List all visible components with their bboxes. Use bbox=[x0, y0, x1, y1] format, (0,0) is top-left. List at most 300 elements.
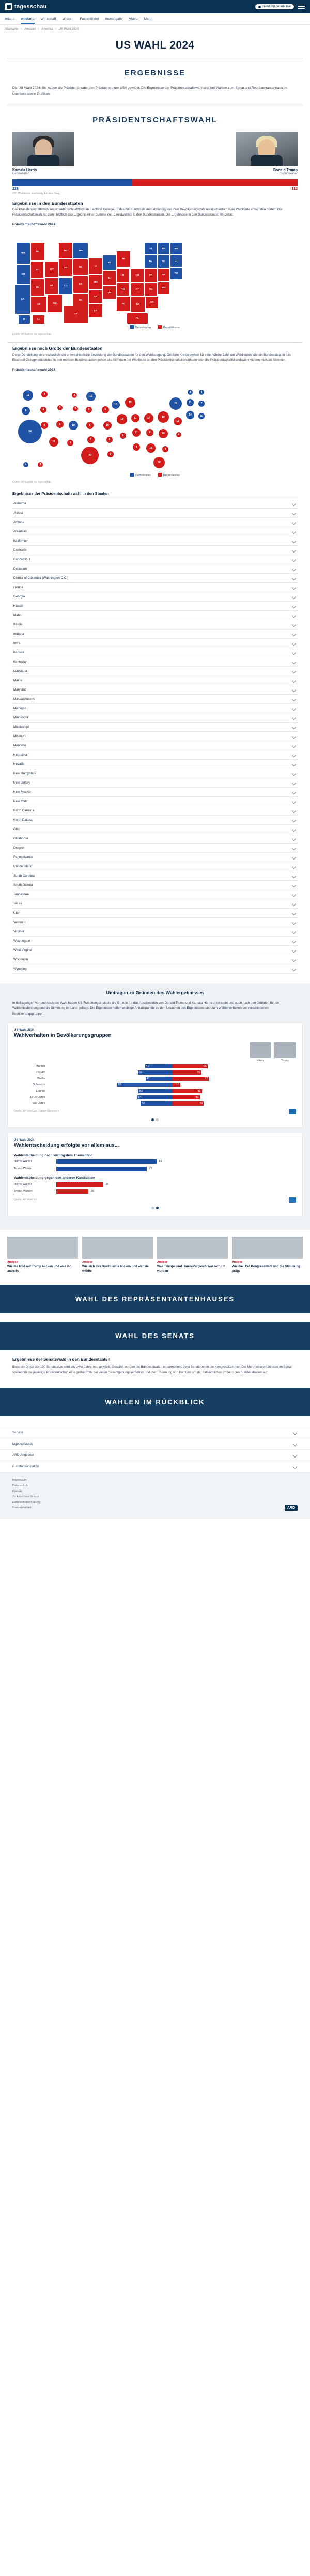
nav-item-investigativ[interactable]: Investigativ bbox=[105, 17, 123, 21]
footer-bottom bbox=[0, 1473, 310, 1519]
bubble-ca[interactable]: 54 bbox=[18, 420, 42, 443]
top-bar bbox=[0, 0, 310, 13]
trump-photo bbox=[236, 132, 298, 166]
state-accordion-row[interactable] bbox=[12, 648, 298, 657]
bubble-wy[interactable]: 3 bbox=[57, 405, 63, 410]
map-state-wa[interactable]: WA bbox=[17, 243, 30, 264]
electoral-rep-count: 312 bbox=[291, 187, 298, 191]
nav-item-mehr[interactable]: Mehr bbox=[144, 17, 152, 21]
card1-source: Quelle: AP VoteCast / Edison Research bbox=[14, 1110, 59, 1113]
bubble-mi[interactable]: 15 bbox=[125, 397, 135, 408]
bubble-al[interactable]: 9 bbox=[133, 443, 140, 451]
map-state-nd[interactable]: ND bbox=[59, 243, 72, 258]
bubble-map-desc: Diese Darstellung veranschaulicht die unterschiedliche Bedeutung der Bundesstaaten für den Wahlausgang. Größere Kreise stehen für eine höhere Zahl von Wahlleuten, die ein Bundesstaat in das Electoral College entsendet. In den meisten Bundesstaaten gehen alle Stimmen der Wahlleute an den Präsidentschaftskandidaten oder die Präsidentschaftskandidatin mit den meisten Stimmen. bbox=[12, 353, 291, 362]
map-state-wi[interactable]: WI bbox=[103, 255, 116, 270]
state-accordion-row[interactable] bbox=[12, 536, 298, 546]
map-state-me[interactable]: ME bbox=[171, 243, 182, 254]
chevron-down-icon bbox=[292, 660, 296, 664]
demographic-rep-side bbox=[172, 1089, 296, 1093]
bubble-nc[interactable]: 16 bbox=[159, 429, 168, 438]
chevron-down-icon bbox=[292, 873, 296, 878]
state-accordion-label: New Hampshire bbox=[13, 772, 37, 776]
map-state-ok[interactable]: OK bbox=[73, 294, 88, 307]
harris-body-shape bbox=[27, 155, 59, 166]
state-accordion-row[interactable] bbox=[12, 527, 298, 536]
state-accordion-row[interactable] bbox=[12, 741, 298, 750]
card2-group1-bars bbox=[14, 1159, 296, 1171]
footer-links bbox=[12, 1478, 40, 1511]
hamburger-menu-icon[interactable] bbox=[298, 5, 305, 9]
map-state-fl[interactable]: FL bbox=[127, 313, 148, 324]
map-state-ky[interactable]: KY bbox=[131, 283, 144, 296]
footer-row-service[interactable] bbox=[0, 1427, 310, 1438]
demographic-dem-bar: 54 bbox=[137, 1095, 173, 1099]
card1-harris-name: Harris bbox=[256, 1059, 265, 1062]
bubble-ak[interactable]: 3 bbox=[38, 462, 43, 467]
ard-logo[interactable] bbox=[285, 1505, 298, 1511]
state-accordion-label: Hawaii bbox=[13, 604, 23, 608]
nav-item-inland[interactable]: Inland bbox=[5, 17, 15, 21]
state-accordion-label: Arizona bbox=[13, 520, 24, 525]
chevron-down-icon bbox=[292, 548, 296, 552]
state-accordion-row[interactable] bbox=[12, 955, 298, 964]
demographic-rep-side bbox=[172, 1101, 296, 1106]
bubble-il[interactable]: 19 bbox=[117, 414, 127, 424]
chevron-down-icon bbox=[292, 520, 296, 524]
map-state-ia[interactable]: IA bbox=[89, 258, 102, 274]
state-accordion-row[interactable] bbox=[12, 946, 298, 955]
demographic-rep-bar: 57 bbox=[172, 1077, 209, 1081]
chevron-down-icon bbox=[293, 1453, 297, 1458]
bubble-wa[interactable]: 12 bbox=[23, 390, 33, 401]
map-state-ne[interactable]: NE bbox=[73, 259, 88, 275]
breadcrumb-item-ausland[interactable]: Ausland bbox=[24, 28, 36, 31]
state-map-title: Ergebnisse in den Bundesstaaten bbox=[12, 201, 83, 206]
map-state-ca[interactable]: CA bbox=[16, 285, 30, 314]
state-accordion-row[interactable] bbox=[12, 937, 298, 946]
bubble-ut[interactable]: 6 bbox=[56, 421, 64, 428]
state-accordion-row[interactable] bbox=[12, 909, 298, 918]
nav-item-faktenfinder[interactable]: Faktenfinder bbox=[80, 17, 99, 21]
state-accordion-label: Iowa bbox=[13, 641, 21, 646]
bubble-me[interactable]: 4 bbox=[199, 390, 204, 395]
bubble-ct[interactable]: 7 bbox=[198, 401, 205, 407]
state-accordion-label: Connecticut bbox=[13, 558, 30, 562]
bubble-mt[interactable]: 4 bbox=[41, 391, 48, 397]
demographic-bar-row bbox=[14, 1064, 296, 1068]
state-accordion-label: Maine bbox=[13, 679, 22, 683]
state-accordion-label: Maryland bbox=[13, 688, 27, 692]
bubble-nm[interactable]: 5 bbox=[67, 440, 73, 446]
state-accordion-row[interactable] bbox=[12, 704, 298, 713]
chevron-down-icon bbox=[292, 734, 296, 738]
footer-link[interactable]: Kontakt bbox=[12, 1490, 22, 1493]
state-accordion-label: Georgia bbox=[13, 595, 25, 599]
senate-election-band: WAHL DES SENATS bbox=[0, 1322, 310, 1350]
bubble-ms[interactable]: 6 bbox=[120, 433, 126, 439]
state-accordion-row[interactable] bbox=[12, 611, 298, 620]
state-accordion-row[interactable] bbox=[12, 918, 298, 927]
teaser-row bbox=[0, 1230, 310, 1277]
map-state-mi[interactable]: MI bbox=[117, 251, 130, 267]
bubble-co[interactable]: 10 bbox=[69, 421, 78, 430]
electoral-vote-bar-wrap bbox=[0, 175, 310, 197]
state-accordion-row[interactable] bbox=[12, 583, 298, 592]
map-state-ny[interactable]: NY bbox=[145, 255, 157, 268]
state-accordion-row[interactable] bbox=[12, 639, 298, 648]
bubble-wi[interactable]: 10 bbox=[112, 401, 120, 409]
state-accordion-label: Washington bbox=[13, 939, 30, 943]
state-accordion-label: Ohio bbox=[13, 827, 21, 832]
live-label: Sendung gerade live bbox=[262, 5, 291, 8]
map-state-mo[interactable]: MO bbox=[89, 275, 102, 289]
card1-carousel-dots[interactable] bbox=[14, 1118, 296, 1121]
teaser-card[interactable] bbox=[7, 1237, 78, 1274]
motivation-bar-row bbox=[14, 1182, 296, 1187]
bubble-oh[interactable]: 17 bbox=[144, 413, 153, 423]
senate-title: Ergebnisse der Senatswahl in den Bundesstaaten bbox=[12, 1357, 111, 1362]
map-state-vt[interactable]: VT bbox=[145, 243, 157, 254]
state-accordion-label: New York bbox=[13, 800, 27, 804]
map-state-ks[interactable]: KS bbox=[73, 276, 88, 293]
demographic-dem-side bbox=[48, 1095, 172, 1099]
state-accordion-label: South Carolina bbox=[13, 874, 35, 878]
bubble-mn[interactable]: 10 bbox=[86, 392, 96, 401]
footer-label-service: Service bbox=[12, 1431, 23, 1435]
state-accordion-label: Vermont bbox=[13, 921, 26, 925]
bubble-ky[interactable]: 8 bbox=[146, 429, 153, 436]
survey-card-motivation bbox=[7, 1133, 303, 1216]
state-accordion-label: Delaware bbox=[13, 567, 27, 571]
state-accordion-row[interactable] bbox=[12, 555, 298, 564]
demographic-bar-row bbox=[14, 1070, 296, 1075]
footer-link[interactable]: Datenschutz bbox=[12, 1484, 29, 1488]
motivation-value: 26 bbox=[90, 1190, 94, 1193]
card2-footer bbox=[14, 1197, 296, 1203]
state-accordion-label: Virginia bbox=[13, 930, 24, 934]
chevron-down-icon bbox=[293, 1442, 297, 1446]
map-state-oh[interactable]: OH bbox=[131, 269, 144, 282]
map-state-az[interactable]: AZ bbox=[31, 297, 47, 312]
chevron-down-icon bbox=[292, 929, 296, 933]
state-accordion-row[interactable] bbox=[12, 657, 298, 667]
state-accordion-row[interactable] bbox=[12, 620, 298, 630]
state-accordion-row[interactable] bbox=[12, 592, 298, 602]
page-title: US WAHL 2024 bbox=[115, 39, 195, 51]
legend-dem-swatch bbox=[130, 325, 134, 329]
teaser-card[interactable] bbox=[82, 1237, 153, 1274]
demographic-label: Männer bbox=[36, 1064, 45, 1068]
state-accordion-row[interactable] bbox=[12, 788, 298, 797]
footer-link[interactable]: Zu Ansichten für uns bbox=[12, 1495, 39, 1499]
chevron-down-icon bbox=[292, 883, 296, 887]
map-state-ar[interactable]: AR bbox=[89, 290, 102, 303]
nav-item-wirtschaft[interactable]: Wirtschaft bbox=[40, 17, 56, 21]
map-state-sc[interactable]: SC bbox=[146, 297, 158, 308]
chevron-down-icon bbox=[292, 780, 296, 785]
results-section-header bbox=[0, 58, 310, 82]
chevron-down-icon bbox=[292, 529, 296, 533]
electoral-vote-bar bbox=[12, 179, 298, 186]
state-accordion-row[interactable] bbox=[12, 778, 298, 788]
candidate-trump bbox=[236, 132, 298, 175]
nav-item-video[interactable]: Video bbox=[129, 17, 138, 21]
map-state-ut[interactable]: UT bbox=[45, 278, 58, 294]
map-state-or[interactable]: OR bbox=[17, 265, 30, 284]
bubble-la[interactable]: 8 bbox=[107, 451, 114, 457]
bubble-ne[interactable]: 5 bbox=[86, 407, 92, 413]
map-state-al[interactable]: AL bbox=[117, 297, 130, 311]
chevron-down-icon bbox=[292, 790, 296, 794]
bubble-map-title: Ergebnisse nach Größe der Bundesstaaten bbox=[12, 346, 103, 351]
state-accordion-label: Colorado bbox=[13, 548, 27, 553]
state-accordion-row[interactable] bbox=[12, 667, 298, 676]
state-accordion-row[interactable] bbox=[12, 760, 298, 769]
state-accordion-row[interactable] bbox=[12, 825, 298, 834]
teaser-card[interactable] bbox=[232, 1237, 303, 1274]
state-accordion-row[interactable] bbox=[12, 750, 298, 760]
surveys-section bbox=[0, 983, 310, 1230]
bubble-tx[interactable]: 40 bbox=[81, 447, 99, 464]
state-accordion-row[interactable] bbox=[12, 630, 298, 639]
chevron-down-icon bbox=[292, 706, 296, 710]
map-state-la[interactable]: LA bbox=[89, 304, 102, 317]
state-accordion-row[interactable] bbox=[12, 890, 298, 899]
state-accordion-row[interactable] bbox=[12, 806, 298, 816]
state-accordion-row[interactable] bbox=[12, 844, 298, 853]
bubble-map-source: Quelle: AP/Edison via tagesschau bbox=[12, 481, 52, 484]
bubble-in[interactable]: 11 bbox=[131, 414, 140, 422]
bubble-wv[interactable]: 4 bbox=[176, 432, 181, 437]
demographic-bar-row bbox=[14, 1083, 296, 1087]
bubble-pa[interactable]: 19 bbox=[158, 411, 169, 423]
map-state-md[interactable]: DE bbox=[171, 268, 182, 279]
share-icon[interactable] bbox=[289, 1197, 296, 1203]
bubble-ma[interactable]: 11 bbox=[187, 399, 194, 406]
map-state-nc[interactable]: NC bbox=[145, 283, 157, 296]
trump-name: Donald Trump bbox=[273, 168, 298, 173]
map-state-nj[interactable]: NJ bbox=[158, 255, 169, 268]
carousel-dot-2[interactable] bbox=[156, 1207, 159, 1209]
breadcrumb-separator: > bbox=[55, 28, 57, 31]
state-accordion-row[interactable] bbox=[12, 816, 298, 825]
teaser-card[interactable] bbox=[157, 1237, 228, 1274]
bubble-mo[interactable]: 10 bbox=[103, 421, 112, 430]
nav-item-ausland[interactable]: Ausland bbox=[21, 17, 35, 21]
state-accordion-row[interactable] bbox=[12, 732, 298, 741]
footer-row-rundfunkanstalten[interactable] bbox=[0, 1461, 310, 1473]
bubble-or[interactable]: 8 bbox=[22, 407, 30, 415]
breadcrumb-separator: > bbox=[20, 28, 22, 31]
state-accordion-label: New Jersey bbox=[13, 781, 30, 785]
map-state-tn[interactable]: TN bbox=[117, 283, 129, 296]
card2-carousel-dots[interactable] bbox=[14, 1207, 296, 1209]
motivation-value: 38 bbox=[105, 1183, 109, 1186]
state-accordion-label: Michigan bbox=[13, 707, 26, 711]
state-accordion-label: Texas bbox=[13, 902, 22, 906]
surveys-heading: Umfragen zu Gründen des Wahlergebnisses bbox=[106, 990, 204, 996]
bubble-nd[interactable]: 3 bbox=[72, 393, 77, 398]
state-accordion-row[interactable] bbox=[12, 964, 298, 974]
map-state-ms[interactable]: MS bbox=[103, 286, 116, 299]
bubble-tn[interactable]: 11 bbox=[132, 428, 141, 437]
footer-link[interactable]: Datenschutzerklärung bbox=[12, 1500, 41, 1504]
map-state-hi[interactable]: HI bbox=[19, 315, 30, 324]
state-accordion-row[interactable] bbox=[12, 871, 298, 881]
chevron-down-icon bbox=[292, 846, 296, 850]
demographic-label: Frauen bbox=[36, 1070, 45, 1074]
bubble-fl[interactable]: 30 bbox=[153, 457, 165, 468]
duel-center bbox=[74, 168, 236, 175]
chevron-down-icon bbox=[292, 566, 296, 571]
map-state-wv[interactable]: WV bbox=[158, 282, 169, 294]
footer-link[interactable]: Barrierefreiheit bbox=[12, 1506, 32, 1510]
footer-row-tagesschau[interactable] bbox=[0, 1438, 310, 1450]
teaser-image-3 bbox=[157, 1237, 228, 1259]
map-state-ga[interactable]: GA bbox=[131, 297, 145, 312]
state-accordion-row[interactable] bbox=[12, 769, 298, 778]
results-intro: Die US-Wahl 2024: Sie haben die Präsidentin oder den Präsidenten der USA gewählt. Die Ergebnisse der Präsidentschaftswahl sind bei Wahlen zum Senat und Repräsentantenhaus im Überblick sowie Grafiken. bbox=[12, 86, 287, 96]
bubble-ok[interactable]: 7 bbox=[87, 436, 95, 443]
chevron-down-icon bbox=[293, 1431, 297, 1435]
share-icon[interactable] bbox=[289, 1109, 296, 1114]
live-pill[interactable] bbox=[255, 4, 294, 9]
us-bubble-map[interactable] bbox=[12, 374, 298, 472]
footer-link[interactable]: Impressum bbox=[12, 1479, 27, 1482]
bubble-ar[interactable]: 6 bbox=[106, 437, 113, 443]
state-accordion-row[interactable] bbox=[12, 602, 298, 611]
demographic-dem-side bbox=[48, 1089, 172, 1093]
carousel-dot-2[interactable] bbox=[156, 1118, 159, 1121]
state-accordion-row[interactable] bbox=[12, 509, 298, 518]
card1-head-harris bbox=[250, 1042, 271, 1062]
presidential-section-header bbox=[0, 105, 310, 129]
state-accordion-row[interactable] bbox=[12, 797, 298, 806]
map-state-va[interactable]: VA bbox=[158, 269, 169, 281]
us-state-map[interactable] bbox=[12, 228, 298, 324]
carousel-dot-1[interactable] bbox=[151, 1207, 154, 1209]
surveys-text: In Befragungen vor und nach der Wahl haben US-Forschungsinstitute die Gründe für das Abschneiden von Donald Trump und Kamala Harris untersucht und auch nach den Gründen für die Wahlentscheidung und die Stimmung im Land gefragt. Die Ergebnisse helfen wichtige Anhaltspunkte zu den Ursachen des Ergebnisses und zum Wählerverhalten bei verschiedenen Bevölkerungsgruppen. bbox=[12, 1001, 280, 1016]
state-accordion-row[interactable] bbox=[12, 564, 298, 574]
state-accordion-row[interactable] bbox=[12, 695, 298, 704]
demographic-rep-side bbox=[172, 1070, 296, 1075]
map-state-id[interactable]: ID bbox=[31, 262, 43, 278]
bubble-nv[interactable]: 6 bbox=[41, 422, 48, 429]
bubble-ga[interactable]: 16 bbox=[146, 443, 156, 453]
chevron-down-icon bbox=[292, 948, 296, 952]
map-state-mn[interactable]: MN bbox=[73, 243, 88, 258]
chevron-down-icon bbox=[292, 594, 296, 599]
bubble-nj[interactable]: 14 bbox=[186, 411, 194, 419]
breadcrumb-item-amerika[interactable]: Amerika bbox=[41, 28, 53, 31]
state-accordion-row[interactable] bbox=[12, 685, 298, 695]
electoral-dem-count: 226 bbox=[12, 187, 19, 191]
state-accordion-row[interactable] bbox=[12, 927, 298, 937]
state-accordion-label: Indiana bbox=[13, 632, 24, 636]
chevron-down-icon bbox=[292, 864, 296, 868]
map-state-nv[interactable]: NV bbox=[31, 279, 44, 296]
map-state-ct[interactable]: CT bbox=[171, 255, 182, 267]
motivation-value: 73 bbox=[149, 1167, 152, 1171]
chevron-down-icon bbox=[292, 967, 296, 971]
state-accordion-row[interactable] bbox=[12, 853, 298, 862]
legend-dem: Demokraten bbox=[130, 325, 151, 329]
brand-label: tagesschau bbox=[14, 4, 47, 10]
teaser-image-2 bbox=[82, 1237, 153, 1259]
state-accordion-row[interactable] bbox=[12, 499, 298, 509]
teaser-title: Wie die USA Kongresswahl und die Stimmung prägt bbox=[232, 1265, 300, 1273]
demographic-bar-row bbox=[14, 1101, 296, 1106]
bubble-legend-rep-swatch bbox=[158, 473, 162, 477]
state-accordion-row[interactable] bbox=[12, 899, 298, 909]
state-accordion-row[interactable] bbox=[12, 574, 298, 583]
chevron-down-icon bbox=[292, 511, 296, 515]
bubble-va[interactable]: 13 bbox=[174, 417, 182, 425]
bubble-vt[interactable]: 3 bbox=[188, 390, 193, 395]
map-state-mt[interactable]: MT bbox=[31, 243, 44, 260]
bubble-id[interactable]: 4 bbox=[40, 407, 47, 413]
tagesschau-logo[interactable] bbox=[5, 3, 47, 10]
state-accordion-row[interactable] bbox=[12, 834, 298, 844]
state-accordion-row[interactable] bbox=[12, 862, 298, 871]
bubble-hi[interactable]: 4 bbox=[23, 462, 28, 467]
map-state-pa[interactable]: PA bbox=[145, 269, 157, 282]
state-accordion-row[interactable] bbox=[12, 546, 298, 555]
bubble-ia[interactable]: 6 bbox=[102, 406, 109, 413]
bubble-sc[interactable]: 9 bbox=[162, 446, 168, 452]
bubble-md[interactable]: 10 bbox=[198, 413, 205, 419]
map-state-ma[interactable]: MA bbox=[158, 243, 169, 254]
map-state-nm[interactable]: NM bbox=[48, 295, 62, 312]
demographic-dem-side bbox=[48, 1077, 172, 1081]
footer-label-rundfunkanstalten: Rundfunkanstalten bbox=[12, 1465, 39, 1469]
state-accordion-row[interactable] bbox=[12, 518, 298, 527]
carousel-dot-1[interactable] bbox=[151, 1118, 154, 1121]
demographic-rep-side bbox=[172, 1064, 296, 1068]
map-state-ak[interactable]: AK bbox=[33, 315, 44, 324]
demographic-rep-bar: 55 bbox=[172, 1064, 208, 1068]
demographic-dem-side bbox=[48, 1070, 172, 1075]
state-accordion-row[interactable] bbox=[12, 723, 298, 732]
map-state-il[interactable]: IL bbox=[103, 271, 116, 285]
state-accordion-row[interactable] bbox=[12, 881, 298, 890]
breadcrumb-item-startseite[interactable]: Startseite bbox=[5, 28, 19, 31]
nav-item-wissen[interactable]: Wissen bbox=[62, 17, 74, 21]
state-accordion-row[interactable] bbox=[12, 713, 298, 723]
map-state-tx[interactable]: TX bbox=[64, 306, 88, 323]
map-state-sd[interactable]: SD bbox=[59, 259, 72, 276]
chevron-down-icon bbox=[292, 604, 296, 608]
map-state-co[interactable]: CO bbox=[59, 278, 72, 294]
bubble-sd[interactable]: 3 bbox=[73, 406, 78, 411]
bubble-ny[interactable]: 28 bbox=[169, 397, 182, 410]
footer-row-ard-angebote[interactable] bbox=[0, 1450, 310, 1461]
bubble-az[interactable]: 11 bbox=[49, 437, 58, 447]
breadcrumb bbox=[0, 25, 310, 32]
card1-bars bbox=[14, 1064, 296, 1106]
state-accordion-label: Pennsylvania bbox=[13, 855, 33, 860]
footer-label-tagesschau: tagesschau.de bbox=[12, 1442, 34, 1446]
map-state-wy[interactable]: WY bbox=[45, 262, 58, 277]
state-accordion-row[interactable] bbox=[12, 676, 298, 685]
teaser-title: Was Trumps und Harris-Vergleich Wasserturm wurden bbox=[157, 1265, 225, 1273]
teaser-title: Wie die USA auf Trump blicken und was ihn antreibt bbox=[7, 1265, 72, 1273]
demographic-dem-bar: 85 bbox=[117, 1083, 172, 1087]
map-state-in[interactable]: IN bbox=[117, 269, 129, 282]
demographic-dem-side bbox=[48, 1083, 172, 1087]
chevron-down-icon bbox=[292, 501, 296, 505]
bubble-ks[interactable]: 6 bbox=[86, 422, 94, 429]
